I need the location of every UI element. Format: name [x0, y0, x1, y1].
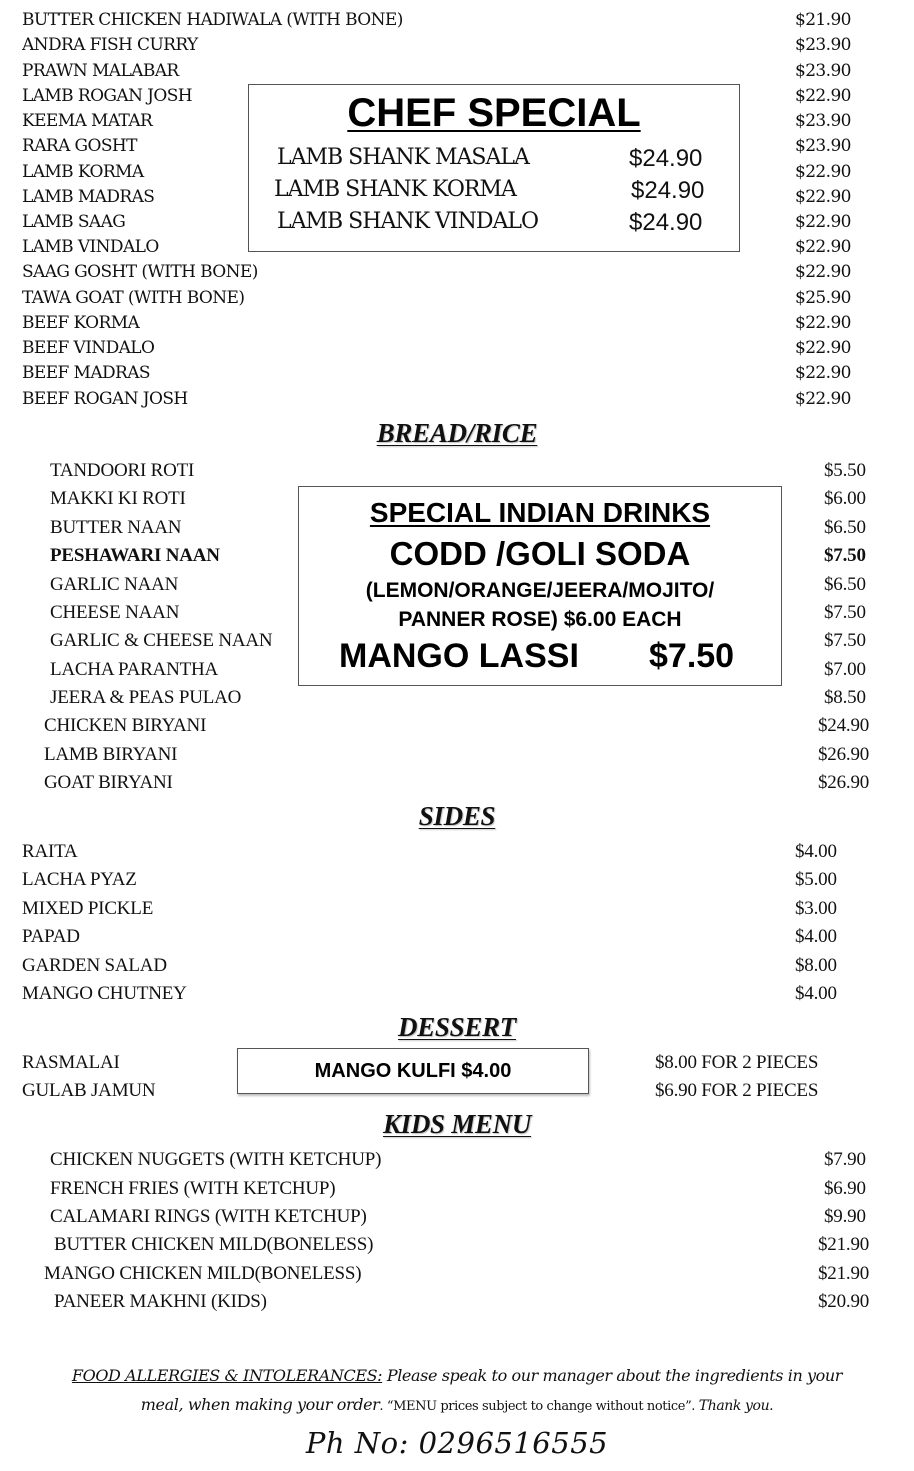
- menu-item-name: LAMB ROGAN JOSH: [22, 86, 192, 106]
- menu-item-name: PRAWN MALABAR: [22, 61, 179, 81]
- menu-item-price: $6.50: [824, 574, 866, 595]
- menu-item-price: $4.00: [795, 841, 837, 862]
- allergy-notice-line2: [0, 1395, 914, 1414]
- menu-item-name: MANGO CHUTNEY: [22, 983, 187, 1004]
- price-change-notice: . “MENU prices subject to change without notice”.: [379, 1399, 699, 1414]
- chef-special-title: CHEF SPECIAL: [347, 91, 641, 135]
- menu-item-name: GULAB JAMUN: [22, 1080, 156, 1101]
- menu-item-name: RARA GOSHT: [22, 136, 137, 156]
- mango-kulfi-text: MANGO KULFI $4.00: [314, 1060, 512, 1082]
- menu-item-price: $6.00: [824, 488, 866, 509]
- menu-item-name: LAMB KORMA: [22, 162, 144, 182]
- menu-item-name: BUTTER NAAN: [50, 517, 182, 538]
- chef-special-item-name: LAMB SHANK KORMA: [274, 177, 516, 202]
- menu-item-price: $21.90: [818, 1263, 870, 1284]
- menu-item-price: $22.90: [795, 363, 851, 383]
- menu-item-name: RAITA: [22, 841, 78, 862]
- menu-item-price: $4.00: [795, 983, 837, 1004]
- menu-item-price: $7.50: [824, 545, 866, 566]
- drinks-flavours-line1: (LEMON/ORANGE/JEERA/MOJITO/: [365, 579, 715, 602]
- menu-item-price: $5.00: [795, 869, 837, 890]
- drinks-lassi-name: MANGO LASSI: [339, 637, 579, 675]
- menu-item-price: $20.90: [818, 1291, 870, 1312]
- chef-special-item-price: $24.90: [629, 209, 703, 236]
- menu-item-price: $6.50: [824, 517, 866, 538]
- mango-kulfi-box: [237, 1048, 589, 1094]
- menu-item-price: $22.90: [795, 389, 851, 409]
- phone-number: Ph No: 0296516555: [305, 1426, 609, 1460]
- drinks-flavours-line2: PANNER ROSE) $6.00 EACH: [398, 608, 682, 631]
- section-title-sides: SIDES: [418, 801, 496, 831]
- menu-item-name: BUTTER CHICKEN MILD(BONELESS): [54, 1234, 374, 1255]
- menu-item-price: $4.00: [795, 926, 837, 947]
- menu-item-price: $26.90: [818, 744, 870, 765]
- menu-item-price: $23.90: [795, 136, 851, 156]
- menu-item-name: PESHAWARI NAAN: [50, 545, 220, 566]
- menu-item-name: LACHA PYAZ: [22, 869, 137, 890]
- menu-item-name: CALAMARI RINGS (WITH KETCHUP): [50, 1206, 367, 1227]
- menu-item-price: $22.90: [795, 338, 851, 358]
- chef-special-item-name: LAMB SHANK MASALA: [277, 145, 529, 170]
- thanks-text: Thank you.: [698, 1398, 774, 1414]
- chef-special-item-price: $24.90: [629, 145, 703, 172]
- menu-item-price: $22.90: [795, 262, 851, 282]
- menu-item-price: $24.90: [818, 715, 870, 736]
- menu-item-name: TANDOORI ROTI: [50, 460, 195, 481]
- menu-item-name: GARLIC NAAN: [50, 574, 179, 595]
- menu-item-price: $23.90: [795, 35, 851, 55]
- menu-item-name: GOAT BIRYANI: [44, 772, 173, 793]
- menu-item-name: MANGO CHICKEN MILD(BONELESS): [44, 1263, 362, 1284]
- menu-item-price: $22.90: [795, 212, 851, 232]
- menu-item-price: $26.90: [818, 772, 870, 793]
- menu-item-name: MAKKI KI ROTI: [50, 488, 186, 509]
- menu-item-price: $5.50: [824, 460, 866, 481]
- menu-item-price: $22.90: [795, 86, 851, 106]
- menu-item-name: GARLIC & CHEESE NAAN: [50, 630, 273, 651]
- menu-item-price: $8.00 FOR 2 PIECES: [655, 1052, 819, 1073]
- menu-item-price: $7.50: [824, 630, 866, 651]
- menu-item-name: LAMB MADRAS: [22, 187, 155, 207]
- menu-item-price: $22.90: [795, 237, 851, 257]
- menu-item-price: $3.00: [795, 898, 837, 919]
- menu-item-name: CHEESE NAAN: [50, 602, 180, 623]
- menu-item-price: $22.90: [795, 313, 851, 333]
- menu-item-name: MIXED PICKLE: [22, 898, 154, 919]
- drinks-title: SPECIAL INDIAN DRINKS: [369, 497, 711, 528]
- menu-item-price: $7.00: [824, 659, 866, 680]
- menu-item-name: LAMB BIRYANI: [44, 744, 178, 765]
- menu-item-price: $6.90: [824, 1178, 866, 1199]
- chef-special-item-name: LAMB SHANK VINDALO: [277, 209, 539, 234]
- menu-item-name: KEEMA MATAR: [22, 111, 153, 131]
- drinks-soda: CODD /GOLI SODA: [389, 535, 691, 572]
- menu-item-price: $6.90 FOR 2 PIECES: [655, 1080, 819, 1101]
- menu-item-name: PAPAD: [22, 926, 80, 947]
- menu-item-name: CHICKEN BIRYANI: [44, 715, 207, 736]
- menu-item-name: TAWA GOAT (WITH BONE): [22, 288, 245, 308]
- menu-item-name: CHICKEN NUGGETS (WITH KETCHUP): [50, 1149, 382, 1170]
- section-title-kids-menu: KIDS MENU: [382, 1109, 532, 1139]
- chef-special-item-price: $24.90: [631, 177, 705, 204]
- menu-item-name: PANEER MAKHNI (KIDS): [54, 1291, 267, 1312]
- section-title-dessert: DESSERT: [398, 1012, 516, 1042]
- menu-item-price: $8.00: [795, 955, 837, 976]
- menu-item-name: BUTTER CHICKEN HADIWALA (WITH BONE): [22, 10, 403, 30]
- menu-item-price: $8.50: [824, 687, 866, 708]
- chef-special-box: [248, 84, 740, 252]
- menu-item-name: FRENCH FRIES (WITH KETCHUP): [50, 1178, 336, 1199]
- menu-item-price: $22.90: [795, 187, 851, 207]
- allergy-label: FOOD ALLERGIES & INTOLERANCES:: [71, 1366, 383, 1385]
- menu-item-price: $7.90: [824, 1149, 866, 1170]
- menu-item-name: LAMB SAAG: [22, 212, 126, 232]
- section-title-bread-rice: BREAD/RICE: [376, 418, 538, 448]
- menu-item-price: $25.90: [795, 288, 851, 308]
- menu-item-name: ANDRA FISH CURRY: [22, 35, 198, 55]
- menu-item-name: BEEF VINDALO: [22, 338, 155, 358]
- menu-item-name: RASMALAI: [22, 1052, 120, 1073]
- menu-item-price: $21.90: [795, 10, 851, 30]
- drinks-lassi-price: $7.50: [649, 637, 735, 675]
- menu-item-price: $23.90: [795, 111, 851, 131]
- menu-item-name: BEEF MADRAS: [22, 363, 150, 383]
- menu-item-name: SAAG GOSHT (WITH BONE): [22, 262, 258, 282]
- allergy-notice-line1: [0, 1366, 914, 1385]
- menu-item-name: BEEF ROGAN JOSH: [22, 389, 188, 409]
- menu-item-name: JEERA & PEAS PULAO: [50, 687, 242, 708]
- allergy-text-cont: meal, when making your order: [140, 1395, 380, 1414]
- menu-item-price: $22.90: [795, 162, 851, 182]
- menu-item-name: GARDEN SALAD: [22, 955, 167, 976]
- menu-item-name: BEEF KORMA: [22, 313, 140, 333]
- allergy-text: Please speak to our manager about the ingredients in your: [382, 1366, 843, 1385]
- menu-item-name: LACHA PARANTHA: [50, 659, 219, 680]
- special-drinks-box: [298, 486, 782, 686]
- menu-item-price: $21.90: [818, 1234, 870, 1255]
- menu-item-price: $9.90: [824, 1206, 866, 1227]
- menu-item-name: LAMB VINDALO: [22, 237, 159, 257]
- menu-item-price: $7.50: [824, 602, 866, 623]
- menu-item-price: $23.90: [795, 61, 851, 81]
